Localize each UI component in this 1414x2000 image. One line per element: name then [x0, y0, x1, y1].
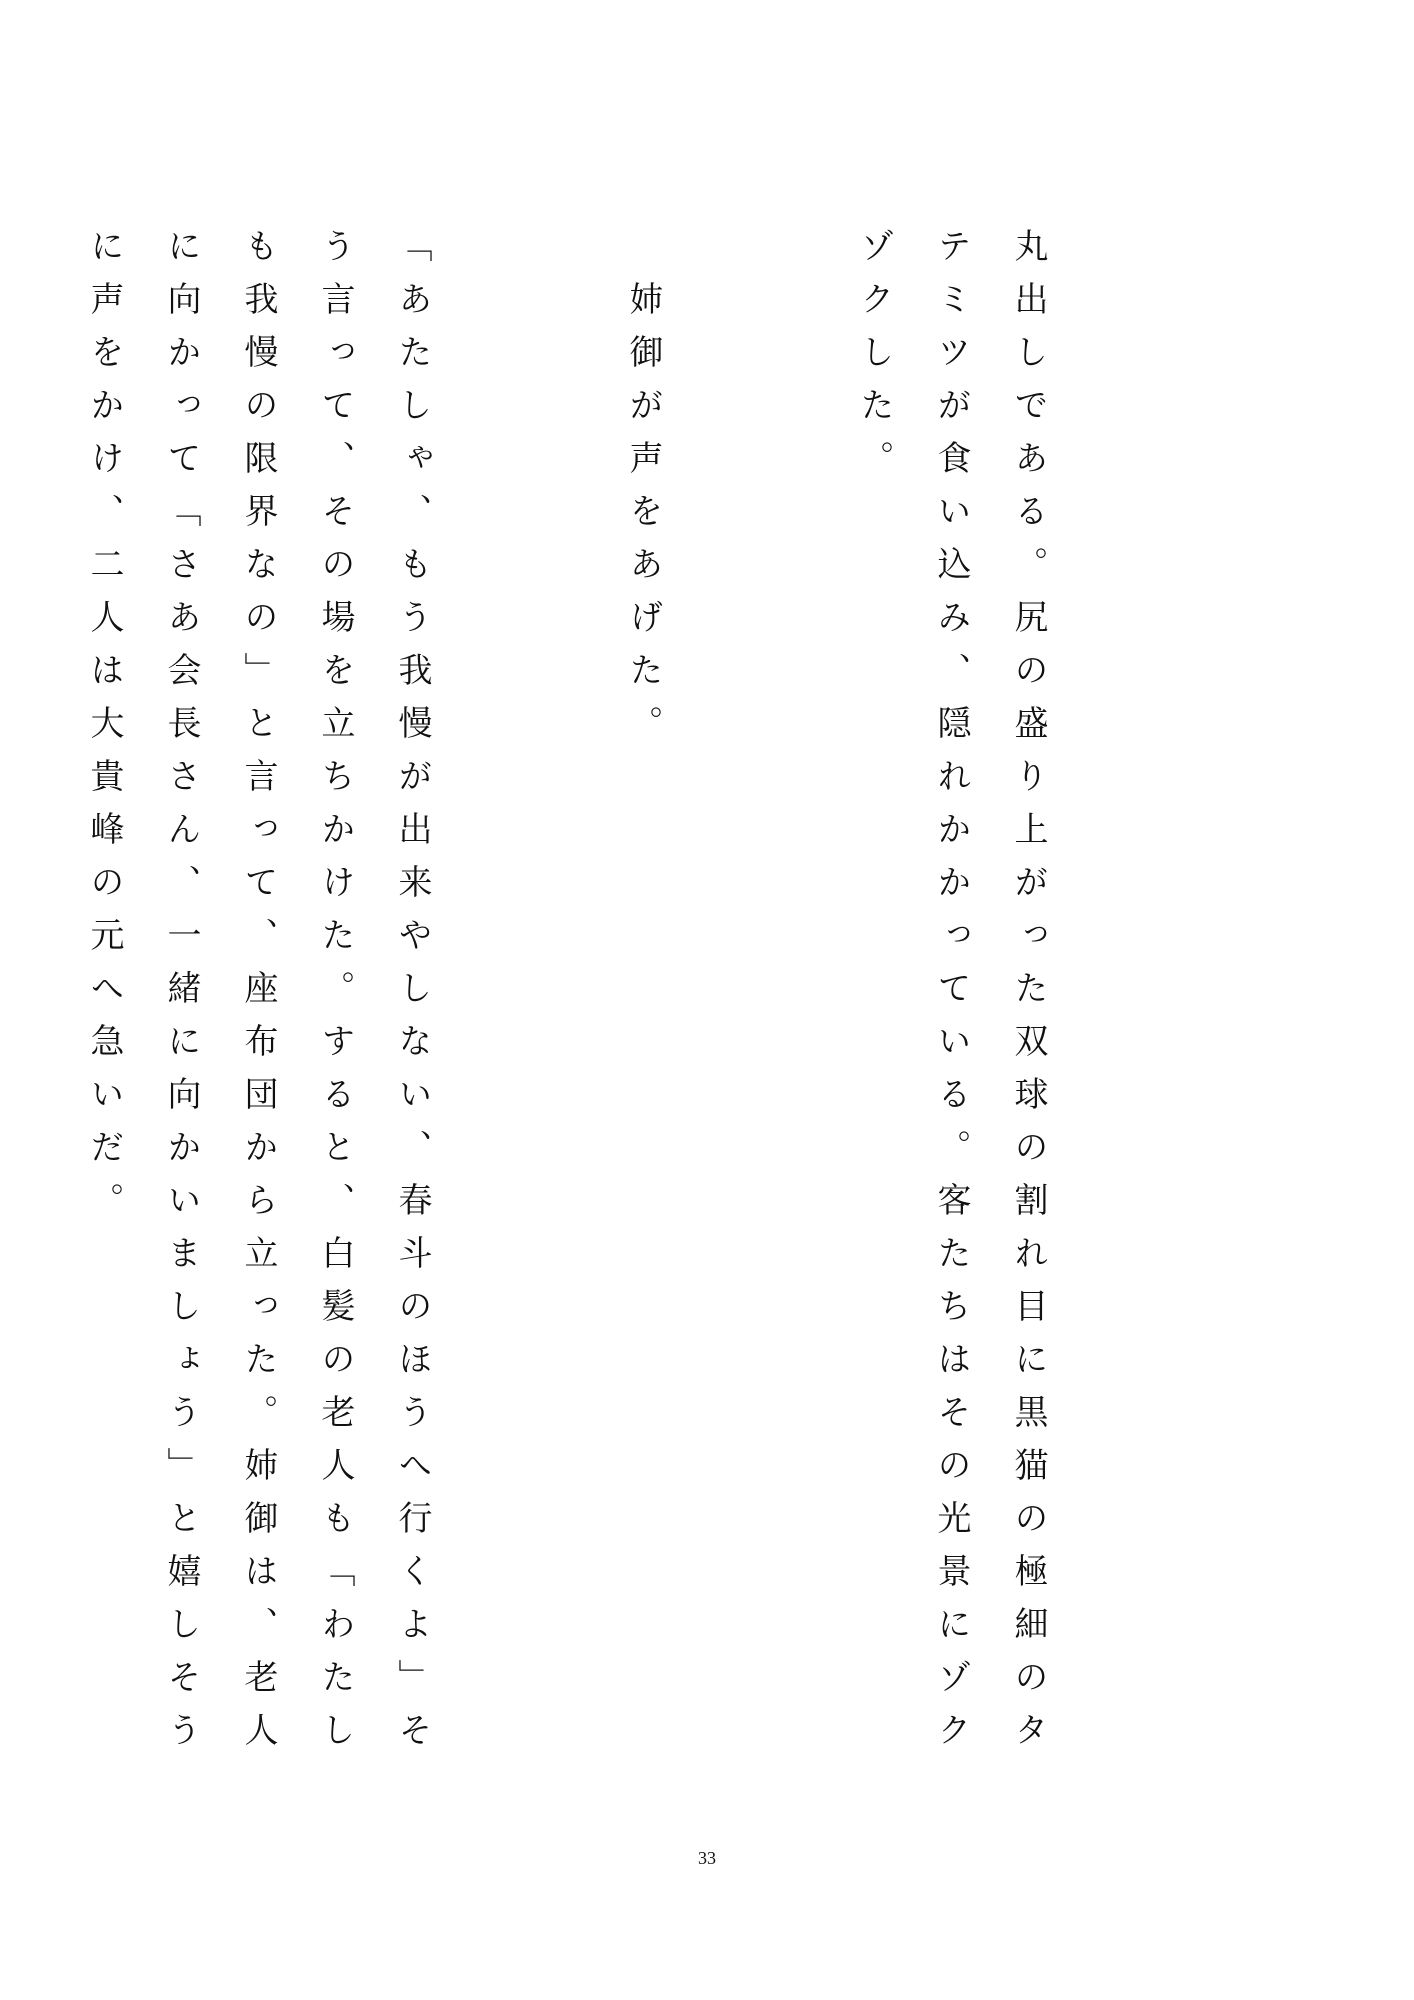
paragraph-2: 姉御が声をあげた。 — [623, 228, 663, 758]
paragraph-3: 「あたしゃ、もう我慢が出来やしない、春斗のほうへ行くよ」そう言って、その場を立ちかけた。すると、白髪の老人も「わたしも我慢の限界なの」と言って、座布団から立った。姉御は、老人に向かって「さあ会長さん、一緒に向かいましょう」と嬉しそうに声をかけ、二人は大貴峰の元へ急いだ。 — [84, 228, 432, 1765]
page-number: 33 — [698, 1848, 716, 1868]
paragraph-1: 丸出しである。尻の盛り上がった双球の割れ目に黒猫の極細のタテミツが食い込み、隠れかかっている。客たちはその光景にゾクゾクした。 — [854, 228, 1048, 1765]
vertical-text-body — [84, 228, 1220, 1788]
